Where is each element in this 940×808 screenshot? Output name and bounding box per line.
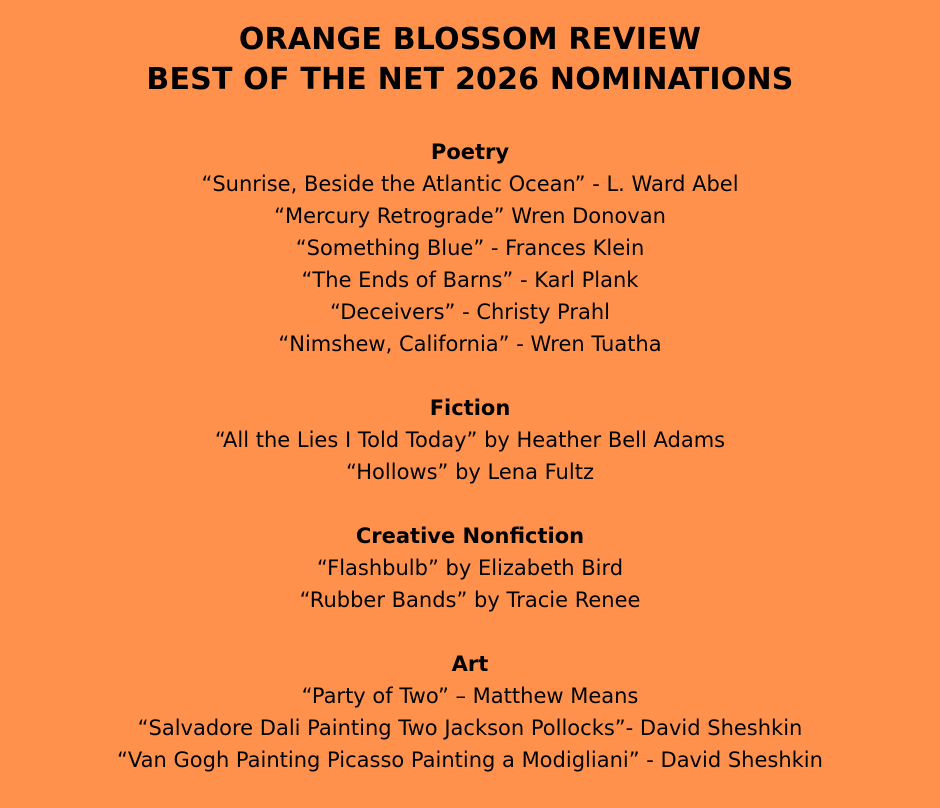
poster-header [0,20,940,100]
title-line-1: ORANGE BLOSSOM REVIEW [238,22,702,57]
section-heading: Poetry [430,140,510,164]
section-art [0,648,940,776]
entry-list [0,680,940,776]
list-item: “Salvadore Dali Painting Two Jackson Pollocks”- David Sheshkin [137,716,803,740]
list-item: “Something Blue” - Frances Klein [295,236,645,260]
section-heading: Creative Nonfiction [355,524,585,548]
entry-list [0,552,940,616]
list-item: “Deceivers” - Christy Prahl [329,300,610,324]
list-item: “Mercury Retrograde” Wren Donovan [274,204,666,228]
nomination-sections [0,136,940,808]
section-creative-nonfiction [0,520,940,616]
list-item: “Sunrise, Beside the Atlantic Ocean” - L. Ward Abel [201,172,739,196]
list-item: “Hollows” by Lena Fultz [346,460,594,484]
list-item: “Party of Two” – Matthew Means [301,684,639,708]
list-item: “Van Gogh Painting Picasso Painting a Modigliani” - David Sheshkin [117,748,823,772]
section-poetry [0,136,940,360]
section-heading: Fiction [429,396,511,420]
entry-list [0,168,940,360]
section-heading: Art [451,652,489,676]
list-item: “The Ends of Barns” - Karl Plank [301,268,639,292]
section-fiction [0,392,940,488]
list-item: “Flashbulb” by Elizabeth Bird [316,556,624,580]
list-item: “Rubber Bands” by Tracie Renee [299,588,641,612]
list-item: “Nimshew, California” - Wren Tuatha [278,332,662,356]
list-item: “All the Lies I Told Today” by Heather Bell Adams [214,428,726,452]
title-line-2: BEST OF THE NET 2026 NOMINATIONS [146,62,794,97]
entry-list [0,424,940,488]
